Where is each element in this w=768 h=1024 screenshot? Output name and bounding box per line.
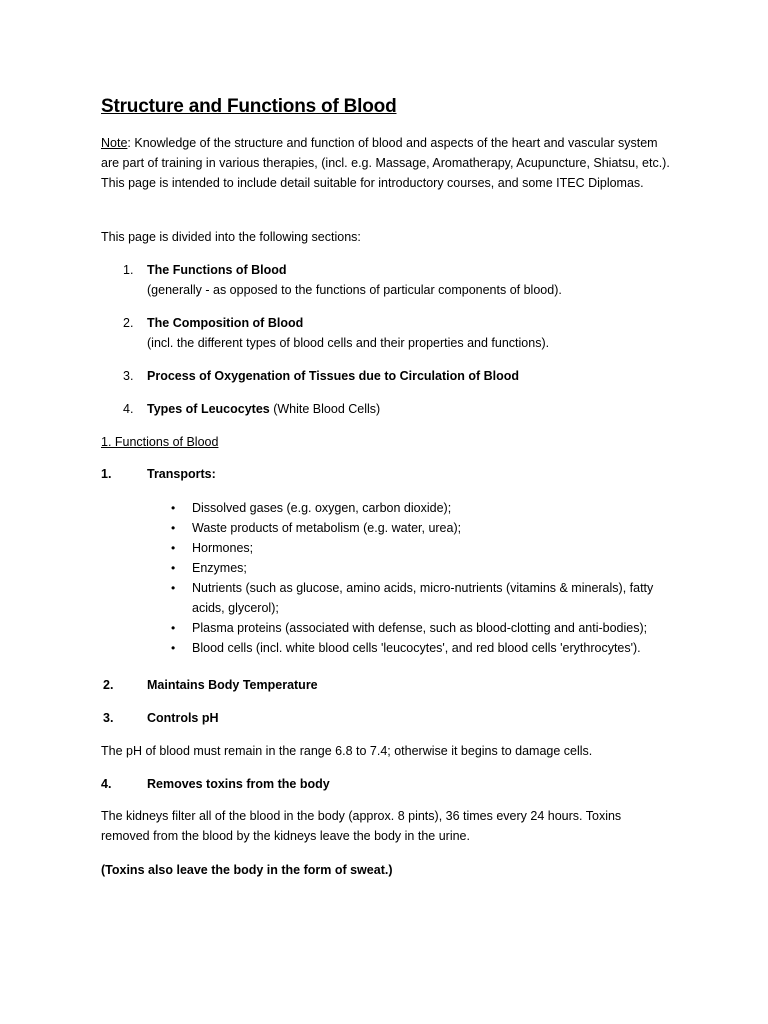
- list-item: • Hormones;: [170, 538, 670, 558]
- kidneys-paragraph: The kidneys filter all of the blood in the body (approx. 8 pints), 36 times every 24 hours. Toxins removed from the blood by the kidneys leave the body in the urine.: [101, 809, 622, 843]
- list-item: • Blood cells (incl. white blood cells 'leucocytes', and red blood cells 'erythrocytes').: [170, 638, 670, 658]
- function-number: 2.: [103, 678, 114, 692]
- section-detail: (White Blood Cells): [269, 402, 381, 416]
- section-number: 2.: [123, 316, 134, 330]
- section-title: Process of Oxygenation of Tissues due to Circulation of Blood: [147, 369, 520, 383]
- bullet-icon: •: [171, 521, 176, 535]
- function-number: 1.: [101, 467, 112, 481]
- page-title: Structure and Functions of Blood: [101, 96, 397, 117]
- section-title: Types of Leucocytes: [147, 402, 270, 416]
- bullet-icon: •: [171, 541, 176, 555]
- ph-paragraph: The pH of blood must remain in the range 6.8 to 7.4; otherwise it begins to damage cells.: [101, 744, 593, 758]
- note-label: Note: [101, 136, 128, 150]
- section-title: The Functions of Blood: [147, 263, 287, 277]
- function-title: Transports:: [147, 467, 216, 481]
- transports-list: [170, 498, 670, 658]
- list-item: • Plasma proteins (associated with defense, such as blood-clotting and anti-bodies);: [170, 618, 670, 638]
- sweat-note: (Toxins also leave the body in the form of sweat.): [101, 863, 393, 877]
- note-text: : Knowledge of the structure and function of blood and aspects of the heart and vascular system are part of training in various therapies, (incl. e.g. Massage, Aromatherapy, Acupuncture, Shiatsu, etc.). This page is intended to include detail suitable for introductory courses, and some ITEC Diplomas.: [101, 136, 670, 190]
- section-detail: (incl. the different types of blood cells and their properties and functions).: [147, 336, 550, 350]
- section-number: 4.: [123, 402, 134, 416]
- section-number: 3.: [123, 369, 134, 383]
- bullet-icon: •: [171, 501, 176, 515]
- section-number: 1.: [123, 263, 134, 277]
- bullet-icon: •: [171, 561, 176, 575]
- function-number: 4.: [101, 777, 112, 791]
- list-item: • Enzymes;: [170, 558, 670, 578]
- list-item: • Waste products of metabolism (e.g. water, urea);: [170, 518, 670, 538]
- function-number: 3.: [103, 711, 114, 725]
- function-title: Maintains Body Temperature: [147, 678, 318, 692]
- function-title: Controls pH: [147, 711, 219, 725]
- section-detail: (generally - as opposed to the functions of particular components of blood).: [147, 283, 562, 297]
- intro-text: This page is divided into the following sections:: [101, 230, 361, 244]
- note-paragraph: [101, 133, 671, 193]
- bullet-icon: •: [171, 581, 176, 595]
- section-title: The Composition of Blood: [147, 316, 304, 330]
- bullet-icon: •: [171, 621, 176, 635]
- list-item: • Nutrients (such as glucose, amino acids, micro-nutrients (vitamins & minerals), fatty acids, glycerol);: [170, 578, 670, 618]
- bullet-icon: •: [171, 641, 176, 655]
- functions-heading: 1. Functions of Blood: [101, 435, 219, 449]
- function-title: Removes toxins from the body: [147, 777, 330, 791]
- list-item: • Dissolved gases (e.g. oxygen, carbon dioxide);: [170, 498, 670, 518]
